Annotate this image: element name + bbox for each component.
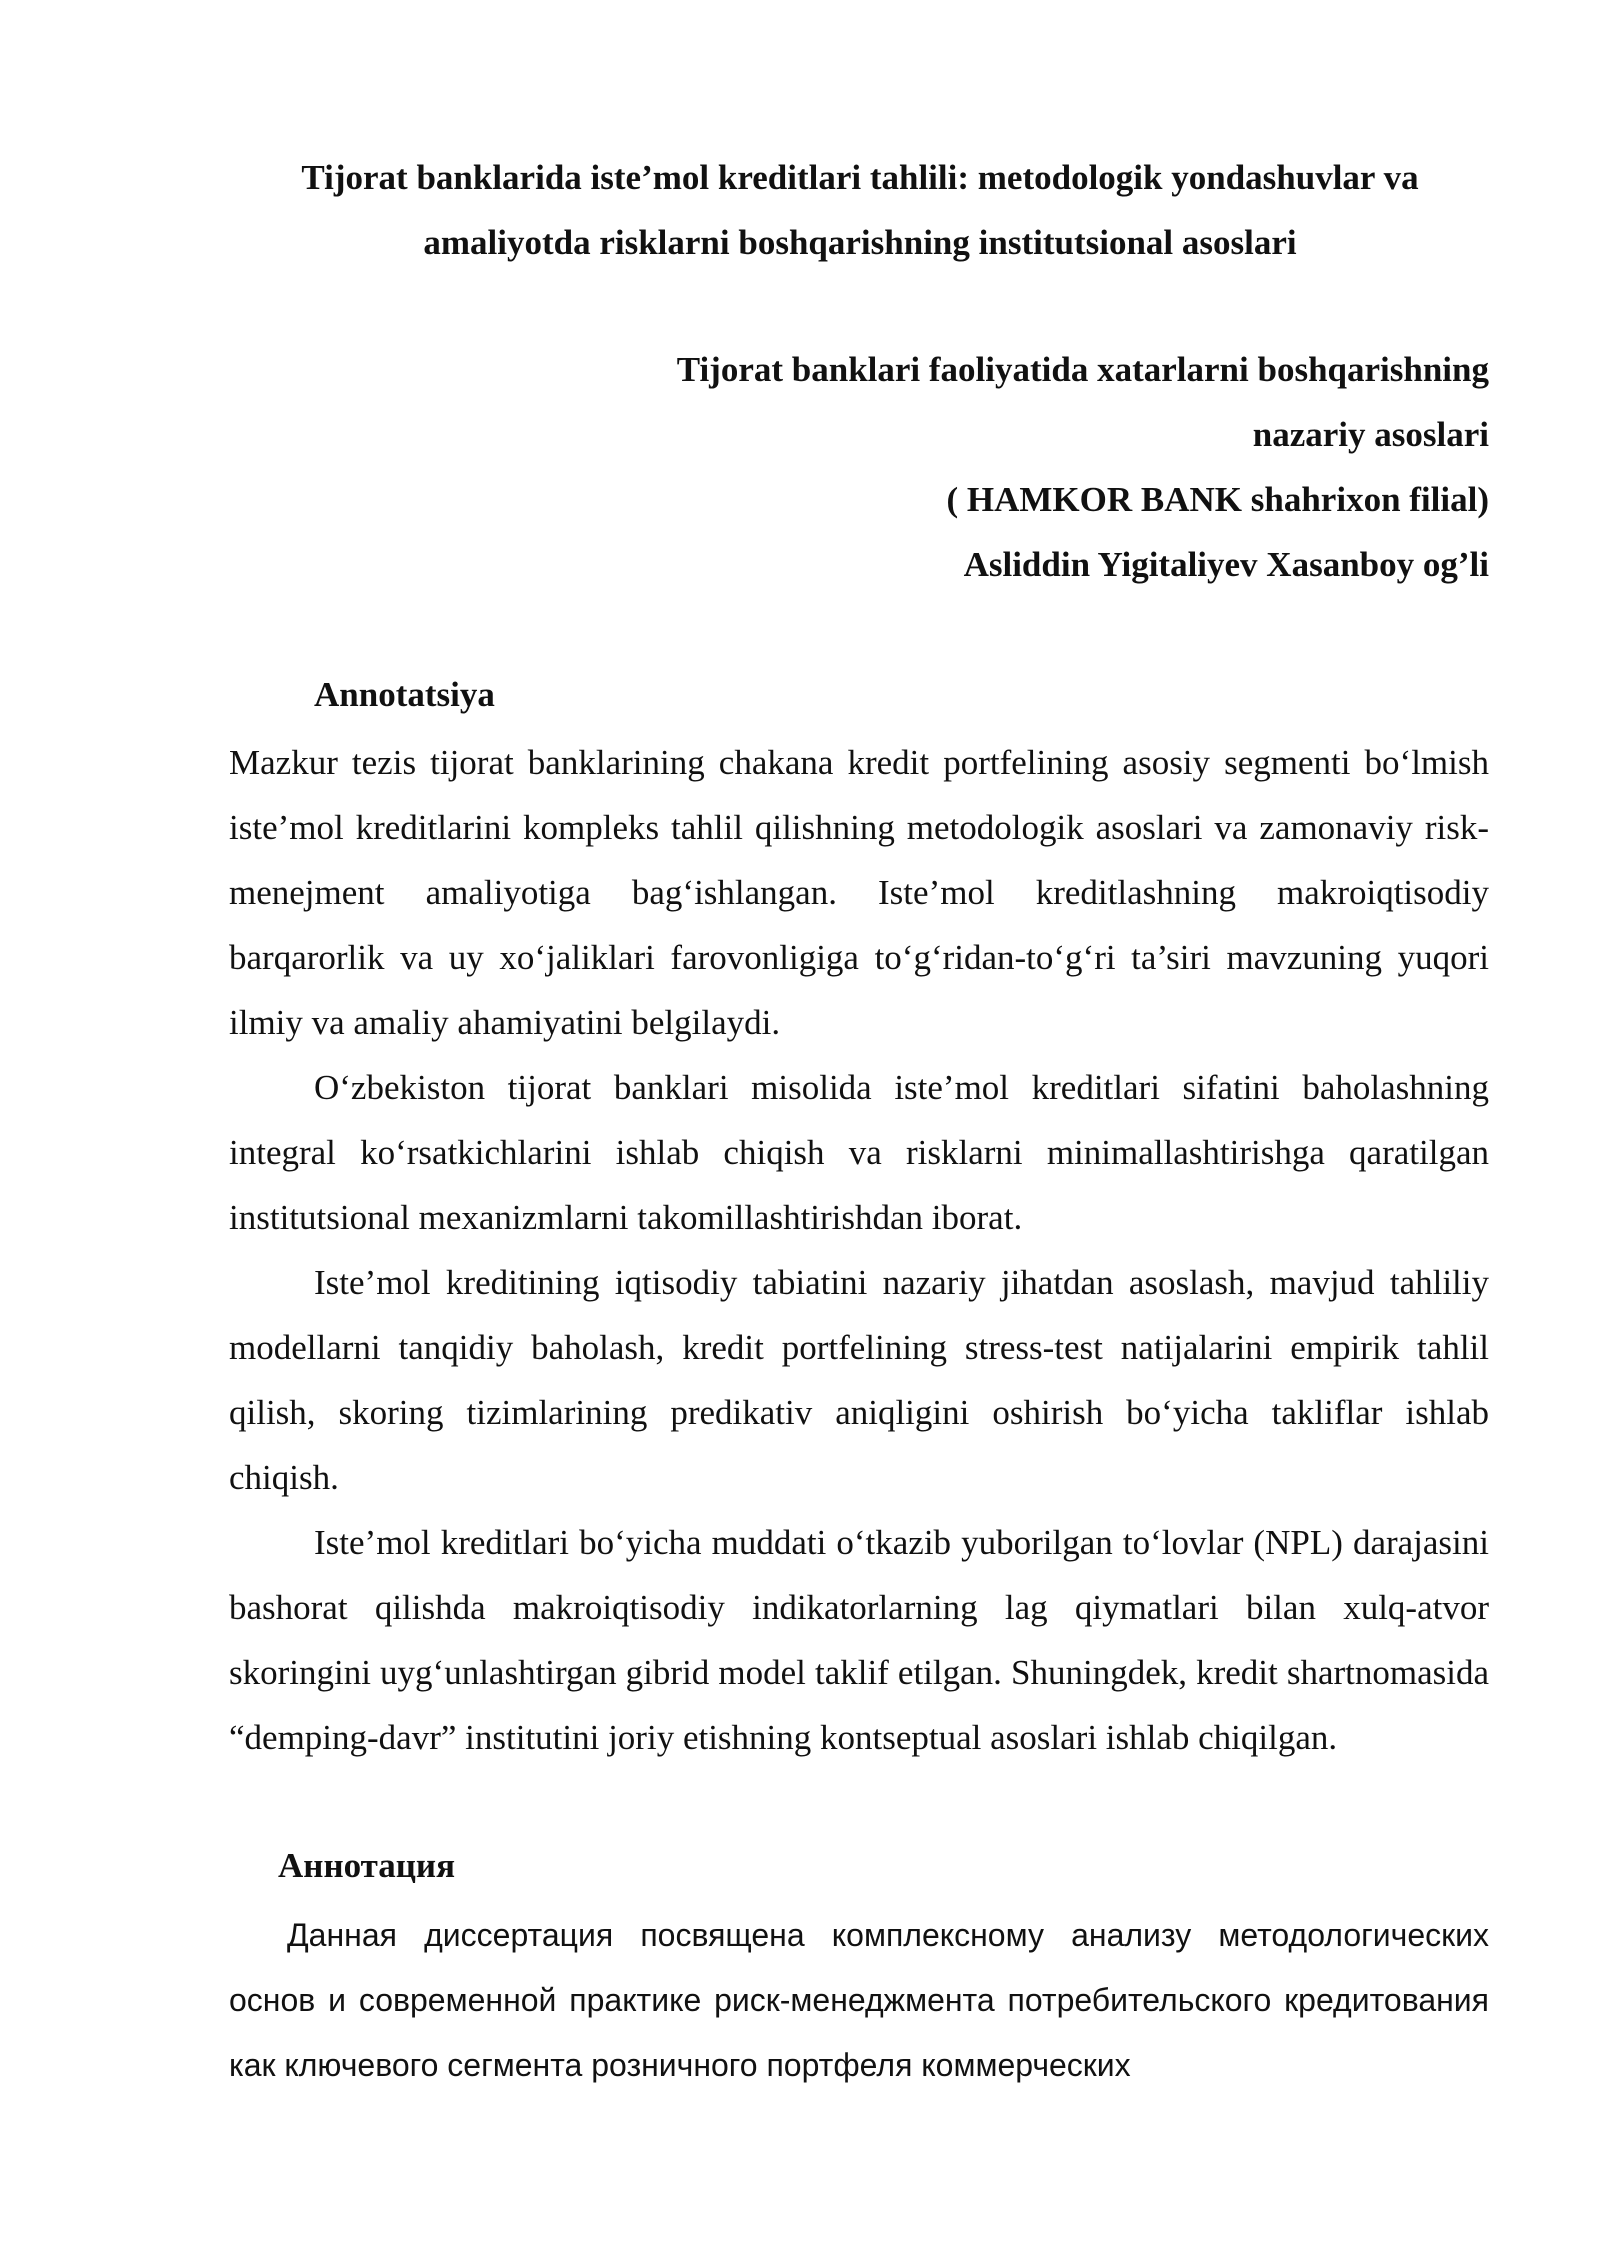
- subtitle-line-1: Tijorat banklari faoliyatida xatarlarni boshqarishning: [676, 350, 1489, 389]
- document-meta: [389, 337, 1489, 597]
- paragraph-uz-4: Iste’mol kreditlari bo‘yicha muddati o‘tkazib yuborilgan to‘lovlar (NPL) darajasini bashorat qilishda makroiqtisodiy indikatorlarning lag qiymatlari bilan xulq-atvor skoringini uyg‘unlashtirgan gibrid model taklif etilgan. Shuningdek, kredit shartnomasida “demping-davr” institutini joriy etishning kontseptual asoslari ishlab chiqilgan.: [229, 1523, 1489, 1757]
- annotation-heading-ru: Аннотация: [278, 1846, 456, 1885]
- affiliation: ( HAMKOR BANK shahrixon filial): [946, 480, 1489, 519]
- annotation-body-ru: [229, 1903, 1489, 2098]
- paragraph-uz-2: O‘zbekiston tijorat banklari misolida iste’mol kreditlari sifatini baholashning integral ko‘rsatkichlarini ishlab chiqish va risklarni minimallashtirishga qaratilgan institutsional mexanizmlarni takomillashtirishdan iborat.: [229, 1068, 1489, 1237]
- subtitle-line-2: nazariy asoslari: [1252, 415, 1489, 454]
- title-line-1: Tijorat banklarida iste’mol kreditlari tahlili: metodologik yondashuvlar va: [301, 158, 1419, 197]
- document-title: [230, 145, 1490, 275]
- title-line-2: amaliyotda risklarni boshqarishning institutsional asoslari: [423, 223, 1297, 262]
- author-name: Asliddin Yigitaliyev Xasanboy og’li: [963, 545, 1489, 584]
- paragraph-uz-1: Mazkur tezis tijorat banklarining chakana kredit portfelining asosiy segmenti bo‘lmish iste’mol kreditlarini kompleks tahlil qilishning metodologik asoslari va zamonaviy risk-menejment amaliyotiga bag‘ishlangan. Iste’mol kreditlashning makroiqtisodiy barqarorlik va uy xo‘jaliklari farovonligiga to‘g‘ridan-to‘g‘ri ta’siri mavzuning yuqori ilmiy va amaliy ahamiyatini belgilaydi.: [229, 743, 1489, 1042]
- paragraph-ru-1: Данная диссертация посвящена комплексному анализу методологических основ и современной практике риск-менеджмента потребительского кредитования как ключевого сегмента розничного портфеля коммерческих: [229, 1917, 1489, 2083]
- annotation-heading-uz: Annotatsiya: [314, 675, 495, 714]
- paragraph-uz-3: Iste’mol kreditining iqtisodiy tabiatini nazariy jihatdan asoslash, mavjud tahliliy modellarni tanqidiy baholash, kredit portfelining stress-test natijalarini empirik tahlil qilish, skoring tizimlarining predikativ aniqligini oshirish bo‘yicha takliflar ishlab chiqish.: [229, 1263, 1489, 1497]
- annotation-body-uz: [229, 730, 1489, 1770]
